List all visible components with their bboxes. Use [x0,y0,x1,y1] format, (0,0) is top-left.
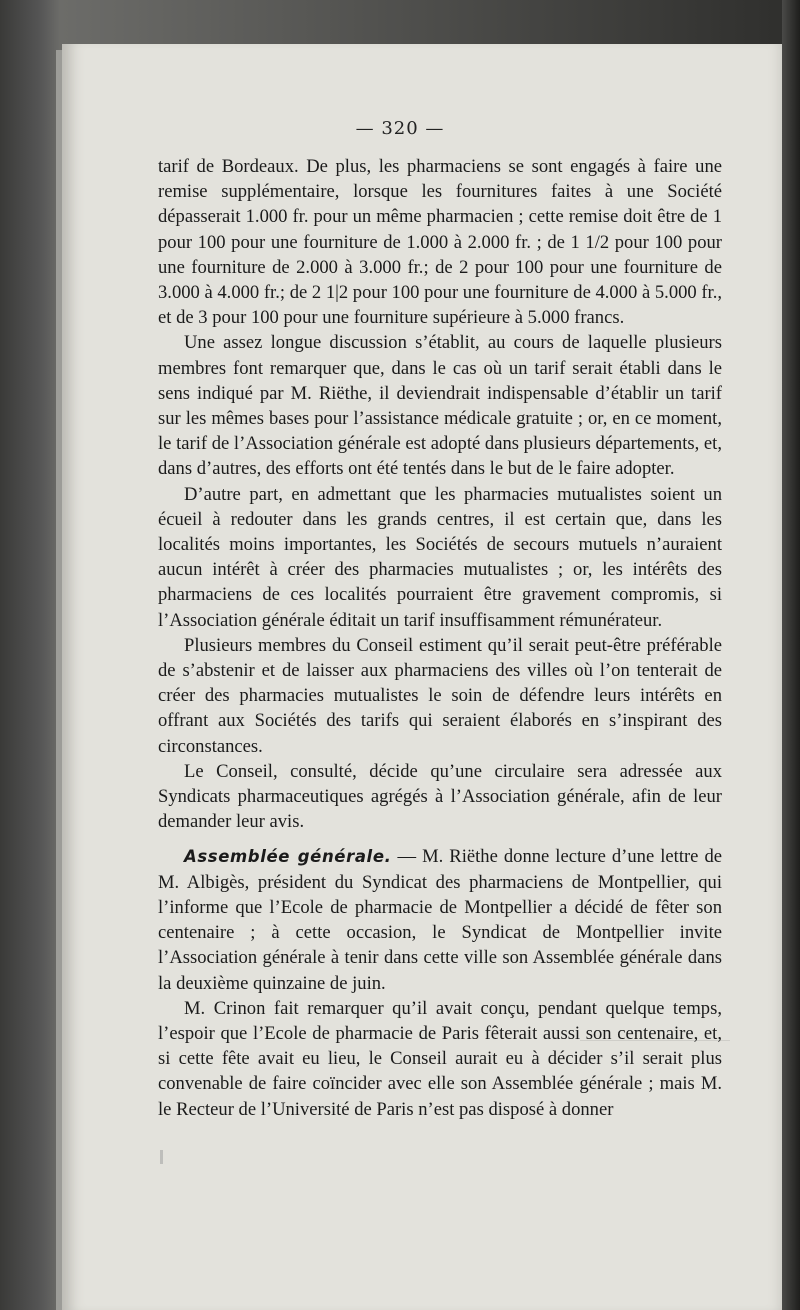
section-paragraph-1 [158,844,722,995]
page-number: — 320 — [355,118,445,139]
paragraph-3: D’autre part, en admettant que les pharmacies mutualistes soient un écueil à redouter dans les grands centres, il est certain que, dans les localités moins importantes, les Sociétés de secours mutuels n’auraient aucun intérêt à créer des pharmacies mutualistes ; or, les intérêts des pharmaciens de ces localités pourraient être gravement compromis, si l’Association générale éditait un tarif insuffisamment rémunérateur. [158,483,722,631]
section-heading: Assemblée générale. [184,847,392,867]
scanner-edge [782,0,800,1310]
scan-mark [160,1150,163,1164]
section-paragraph-1-text: — M. Riëthe donne lecture d’une lettre de M. Albigès, président du Syndicat des pharmaciens de Montpellier, qui l’informe que l’Ecole de pharmacie de Montpellier a décidé de fêter son centenaire ; à cette occasion, le Syndicat de Montpellier invite l’Association générale à tenir dans cette ville son Assemblée générale dans la deuxième quinzaine de juin. [158,846,722,994]
paragraph-5: Le Conseil, consulté, décide qu’une circulaire sera adressée aux Syndicats pharmaceutiques agrégés à l’Association générale, afin de leur demander leur avis. [158,760,722,833]
paragraph-1: tarif de Bordeaux. De plus, les pharmaciens se sont engagés à faire une remise supplémentaire, lorsque les fournitures faites à une Société dépasserait 1.000 fr. pour un même pharmacien ; cette remise doit être de 1 pour 100 pour une fourniture de 1.000 à 2.000 fr. ; de 1 1/2 pour 100 pour une fourniture de 2.000 à 3.000 fr.; de 2 pour 100 pour une fourniture de 3.000 à 4.000 fr.; de 2 1|2 pour 100 pour une fourniture de 4.000 à 5.000 fr., et de 3 pour 100 pour une fourniture supérieure à 5.000 francs. [158,156,723,329]
section-paragraph-2: M. Crinon fait remarquer qu’il avait conçu, pendant quelque temps, l’espoir que l’Ecole de pharmacie de Paris fêterait aussi son centenaire, et, si cette fête avait eu lieu, le Conseil aurait eu à décider s’il serait plus convenable de faire coïncider avec elle son Assemblée générale ; mais M. le Recteur de l’Université de Paris n’est pas disposé à donner [158,997,722,1120]
bleed-through [580,1040,730,1051]
section-gap [158,834,722,844]
paragraph-2: Une assez longue discussion s’établit, au cours de laquelle plusieurs membres font remarquer que, dans le cas où un tarif serait établi dans le sens indiqué par M. Riëthe, il deviendrait indispensable d’établir un tarif sur les mêmes bases pour l’assistance médicale gratuite ; or, en ce moment, le tarif de l’Association générale est adopté dans plusieurs départements, et, dans d’autres, des efforts ont été tentés dans le but de le faire adopter. [158,332,722,480]
page-body [158,154,722,1122]
paragraph-4: Plusieurs membres du Conseil estiment qu’il serait peut-être préférable de s’abstenir et de laisser aux pharmaciens des villes où l’on tenterait de créer des pharmacies mutualistes le soin de défendre leurs intérêts en offrant aux Sociétés des tarifs qui seraient élaborés en s’inspirant des circonstances. [158,634,722,757]
